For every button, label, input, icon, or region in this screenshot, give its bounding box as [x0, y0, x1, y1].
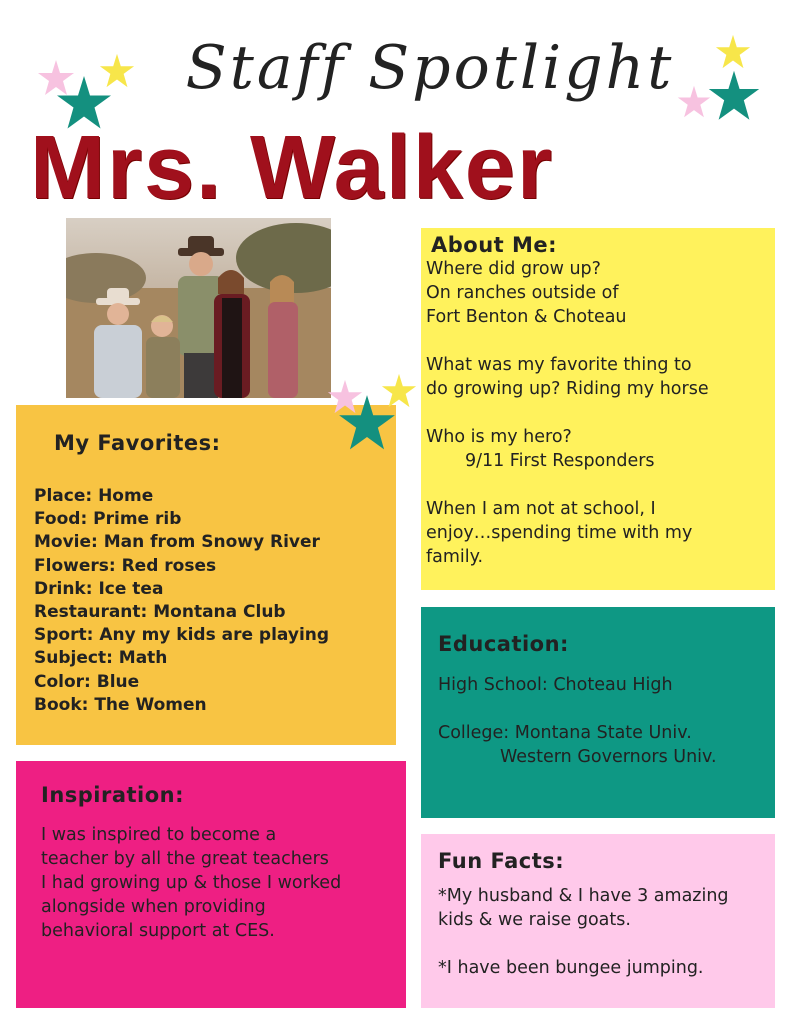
favorite-item: Subject: Math: [34, 648, 168, 669]
fun-facts-heading: Fun Facts:: [438, 849, 565, 873]
education-panel: [421, 607, 775, 818]
inspiration-text: [41, 823, 401, 943]
about-line: [426, 473, 771, 497]
college: College: Montana State Univ.: [438, 723, 692, 743]
education-heading: Education:: [438, 632, 569, 656]
inspiration-line: behavioral support at CES.: [41, 921, 275, 941]
favorite-item: Sport: Any my kids are playing: [34, 625, 330, 646]
inspiration-line: alongside when providing: [41, 897, 266, 917]
inspiration-line: I was inspired to become a: [41, 825, 277, 845]
about-line: [426, 329, 771, 353]
favorite-item: Restaurant: Montana Club: [34, 602, 286, 623]
about-line: On ranches outside of: [426, 283, 619, 303]
star-icon: [714, 33, 752, 71]
about-me-text: [426, 257, 771, 569]
favorite-item: Movie: Man from Snowy River: [34, 532, 320, 553]
star-icon: [336, 392, 398, 454]
favorite-item: Book: The Women: [34, 694, 207, 715]
about-me-heading: About Me:: [431, 233, 558, 257]
about-line: What was my favorite thing to: [426, 355, 692, 375]
favorites-list: [34, 485, 394, 717]
favorite-item: Food: Prime rib: [34, 509, 182, 530]
about-line: Fort Benton & Choteau: [426, 307, 627, 327]
inspiration-panel: [16, 761, 406, 1008]
favorite-item: Color: Blue: [34, 671, 140, 692]
favorites-heading: My Favorites:: [54, 431, 221, 455]
fun-facts-panel: [421, 834, 775, 1008]
fun-facts-text: [438, 884, 768, 980]
about-line: [426, 401, 771, 425]
college-2: Western Governors Univ.: [500, 747, 717, 767]
about-me-panel: [421, 228, 775, 590]
fun-fact: *I have been bungee jumping.: [438, 958, 704, 978]
favorite-item: Drink: Ice tea: [34, 578, 164, 599]
inspiration-line: teacher by all the great teachers: [41, 849, 329, 869]
about-line: family.: [426, 547, 484, 567]
favorite-item: Flowers: Red roses: [34, 555, 217, 576]
about-line: do growing up? Riding my horse: [426, 379, 709, 399]
family-photo: [66, 218, 331, 398]
spacer: [438, 932, 768, 956]
favorites-panel: [16, 405, 396, 745]
inspiration-heading: Inspiration:: [41, 783, 185, 807]
education-text: [438, 673, 768, 769]
about-line: Where did grow up?: [426, 259, 601, 279]
fun-fact: *My husband & I have 3 amazing: [438, 886, 729, 906]
about-line: enjoy…spending time with my: [426, 523, 693, 543]
about-line: Who is my hero?: [426, 427, 572, 447]
high-school: High School: Choteau High: [438, 675, 673, 695]
about-line: When I am not at school, I: [426, 499, 656, 519]
fun-fact: kids & we raise goats.: [438, 910, 631, 930]
about-line: 9/11 First Responders: [426, 451, 655, 471]
script-title: Staff Spotlight: [185, 33, 675, 103]
spacer: [438, 697, 768, 721]
inspiration-line: I had growing up & those I worked: [41, 873, 342, 893]
page-title: Mrs. Walker: [30, 118, 554, 218]
star-icon: [706, 68, 762, 124]
favorite-item: Place: Home: [34, 486, 154, 506]
